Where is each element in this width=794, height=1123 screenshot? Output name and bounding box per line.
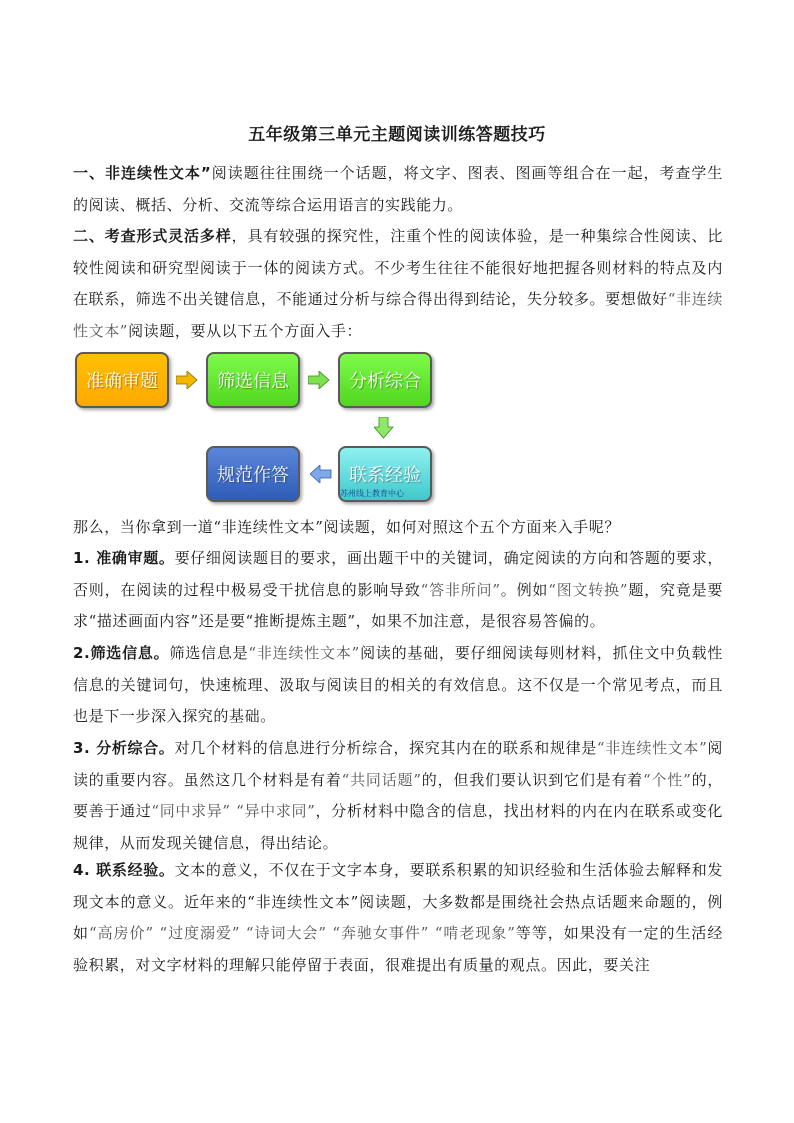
watermark-text: 苏州线上教育中心 xyxy=(340,489,404,498)
item-3 xyxy=(73,733,723,859)
item-4-label: 4. 联系经验。 xyxy=(73,861,175,879)
item-2-text: 阅读的基础，要仔细阅读每则材料，抓住文中负载性信息的关键词句，快速梳理、汲取与阅读目的相关的有效信息。这不仅是一个常见考点，而且也是下一步深入探究的基础。 xyxy=(73,644,723,725)
flow-step-2: 筛选信息 xyxy=(206,352,300,408)
p2-text: ，具有较强的探究性，注重个性的阅读体验，是一种集综合性阅读、比较性阅读和研究型阅读于一体的阅读方式。不少考生往往不能很好地把握各则材料的特点及内在联系，筛选不出关键信息，不能通过分析与综合得出得到结论，失分较多。要想做好 xyxy=(73,227,723,308)
page-title: 五年级第三单元主题阅读训练答题技巧 xyxy=(248,125,546,145)
paragraph-1 xyxy=(73,158,723,221)
item-3-quote: “非连续性文本” xyxy=(596,739,708,757)
item-3-text: 阅读的重要内容。虽然这几个材料是有着 xyxy=(73,739,723,789)
item-1-text: 。例如 xyxy=(500,580,549,599)
p1-heading: 一、非连续性文本” xyxy=(73,164,212,182)
item-1-text: 要仔细阅读题目的要求，画出题干中的关键词，确定阅读的方向和答题的要求，否则，在阅读的过程中极易受干扰信息的影响导致 xyxy=(73,549,723,599)
flow-step-5: 规范作答 xyxy=(206,446,300,502)
item-4 xyxy=(73,855,723,981)
arrow-down-icon xyxy=(374,417,394,439)
item-1 xyxy=(73,543,723,638)
item-3-quote: “个性” xyxy=(643,770,692,789)
item-1-quote: “图文转换” xyxy=(548,580,629,599)
paragraph-3: 那么，当你拿到一道“非连续性文本”阅读题，如何对照这个五个方面来入手呢？ xyxy=(73,518,620,536)
item-4-quote: “高房价” “过度溺爱” “诗词大会” “奔驰女事件” “啃老现象” xyxy=(88,924,516,942)
item-1-quote: “答非所问” xyxy=(420,580,501,599)
item-2-text: 筛选信息是 xyxy=(169,644,249,662)
p2-text-end: 阅读题，要从以下五个方面入手： xyxy=(128,321,363,340)
item-3-label: 3. 分析综合。 xyxy=(73,739,175,757)
arrow-right-icon xyxy=(308,371,330,389)
item-2 xyxy=(73,638,723,733)
item-4-text: 等等，如果没有一定的生活经验积累，对文字材料的理解只能停留于表面，很难提出有质量的观点。因此，要关注 xyxy=(73,924,723,974)
item-2-label: 2.筛选信息。 xyxy=(73,644,170,662)
flow-step-4: 联系经验 xyxy=(338,446,432,502)
flow-step-3: 分析综合 xyxy=(338,352,432,408)
item-3-text: 的，要善于通过 xyxy=(73,770,724,820)
arrow-right-icon xyxy=(176,371,198,389)
item-1-label: 1. 准确审题。 xyxy=(73,549,175,567)
item-2-quote: “非连续性文本” xyxy=(248,644,360,662)
p2-heading: 二、考查形式灵活多样 xyxy=(73,227,232,245)
paragraph-2 xyxy=(73,221,723,347)
item-4-text: 文本的意义，不仅在于文字本身，要联系积累的知识经验和生活体验去解释和发现文本的意义。近年来的“非连续性文本”阅读题，大多数都是围绕社会热点话题来命题的，例如 xyxy=(73,861,723,942)
item-3-quote: “同中求异” “异中求同” xyxy=(151,802,316,820)
item-1-text: 题，究竟是要求“描述画面内容”还是要“推断提炼主题”，如果不加注意，是很容易答偏的。 xyxy=(73,580,724,630)
flow-step-1: 准确审题 xyxy=(75,352,169,408)
p2-quote: “非连续性文本” xyxy=(73,290,723,340)
item-3-text: 的，但我们要认识到它们是有着 xyxy=(421,770,644,789)
item-3-text: 对几个材料的信息进行分析综合，探究其内在的联系和规律是 xyxy=(174,739,597,757)
arrow-left-icon xyxy=(310,465,332,483)
item-3-text: ，分析材料中隐含的信息，找出材料的内在内在联系或变化规律，从而发现关键信息，得出结论。 xyxy=(73,802,723,852)
item-3-quote: “共同话题” xyxy=(341,770,422,789)
p1-text: 阅读题往往围绕一个话题，将文字、图表、图画等组合在一起，考查学生的阅读、概括、分析、交流等综合运用语言的实践能力。 xyxy=(73,164,724,214)
